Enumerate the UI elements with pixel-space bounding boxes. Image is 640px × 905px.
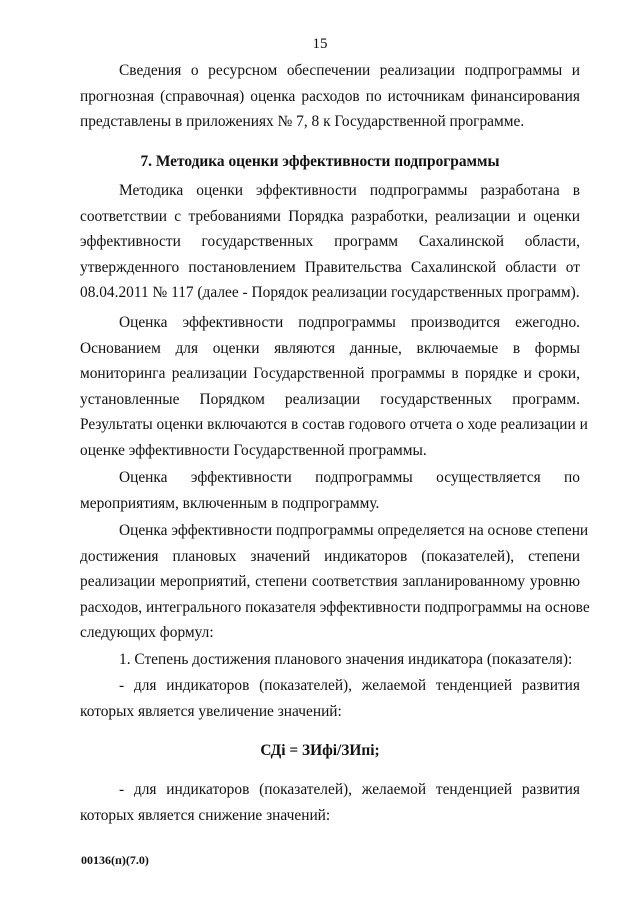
intro-line-3: представлены в приложениях № 7, 8 к Государственной программе. — [80, 113, 525, 131]
p4-line-4: расходов, интегрального показателя эффективности подпрограммы на основе — [80, 598, 590, 616]
section-heading: 7. Методика оценки эффективности подпрограммы — [140, 153, 500, 170]
page-number: 15 — [312, 36, 328, 52]
p2-line-5: Результаты оценки включаются в состав годового отчета о ходе реализации и — [80, 416, 588, 434]
intro-paragraph — [80, 58, 580, 135]
formula-increase: СДi = ЗИфi/ЗИпi; — [260, 742, 380, 759]
p2-line-2: Основанием для оценки являются данные, включаемые в формы — [80, 339, 580, 357]
increase-indicators-text — [80, 673, 580, 724]
intro-line-2: прогнозная (справочная) оценка расходов по источникам финансирования — [80, 87, 580, 105]
p3-line-1: Оценка эффективности подпрограммы осуществляется по — [119, 469, 580, 486]
intro-line-1: Сведения о ресурсном обеспечении реализации подпрограммы и — [119, 62, 580, 79]
measures-paragraph — [80, 465, 580, 516]
document-code: 00136(п)(7.0) — [81, 853, 149, 867]
decrease-line-2: которых является снижение значений: — [80, 806, 331, 824]
p1-line-4: утвержденного постановлением Правительства Сахалинской области от — [80, 258, 580, 276]
p4-line-5: следующих формул: — [80, 624, 214, 642]
p2-line-1: Оценка эффективности подпрограммы производится ежегодно. — [119, 314, 580, 331]
p2-line-6: оценке эффективности Государственной программы. — [80, 441, 427, 459]
p1-line-3: эффективности государственных программ Сахалинской области, — [80, 233, 580, 251]
p2-line-4: установленные Порядком реализации государственных программ. — [80, 390, 580, 408]
p1-line-5: 08.04.2011 № 117 (далее - Порядок реализации государственных программ). — [80, 284, 580, 302]
p1-line-1: Методика оценки эффективности подпрограммы разработана в — [119, 182, 580, 199]
decrease-line-1: - для индикаторов (показателей), желаемой тенденцией развития — [119, 781, 580, 798]
formula-basis-paragraph — [80, 518, 590, 646]
p3-line-2: мероприятиям, включенным в подпрограмму. — [80, 494, 380, 512]
p4-line-3: реализации мероприятий, степени соответствия запланированному уровню — [80, 573, 580, 591]
item-1 — [80, 647, 580, 673]
increase-line-2: которых является увеличение значений: — [80, 702, 342, 720]
increase-line-1: - для индикаторов (показателей), желаемой тенденцией развития — [119, 677, 580, 694]
p4-line-1: Оценка эффективности подпрограммы определяется на основе степени — [119, 522, 589, 539]
methodology-paragraph — [80, 178, 580, 306]
p4-line-2: достижения плановых значений индикаторов (показателей), степени — [80, 547, 580, 565]
p1-line-2: соответствии с требованиями Порядка разработки, реализации и оценки — [80, 207, 580, 225]
decrease-indicators-text — [80, 777, 580, 828]
item-1-line: 1. Степень достижения планового значения индикатора (показателя): — [119, 651, 573, 668]
annual-evaluation-paragraph — [80, 310, 588, 464]
p2-line-3: мониторинга реализации Государственной программы в порядке и сроки, — [80, 365, 580, 383]
